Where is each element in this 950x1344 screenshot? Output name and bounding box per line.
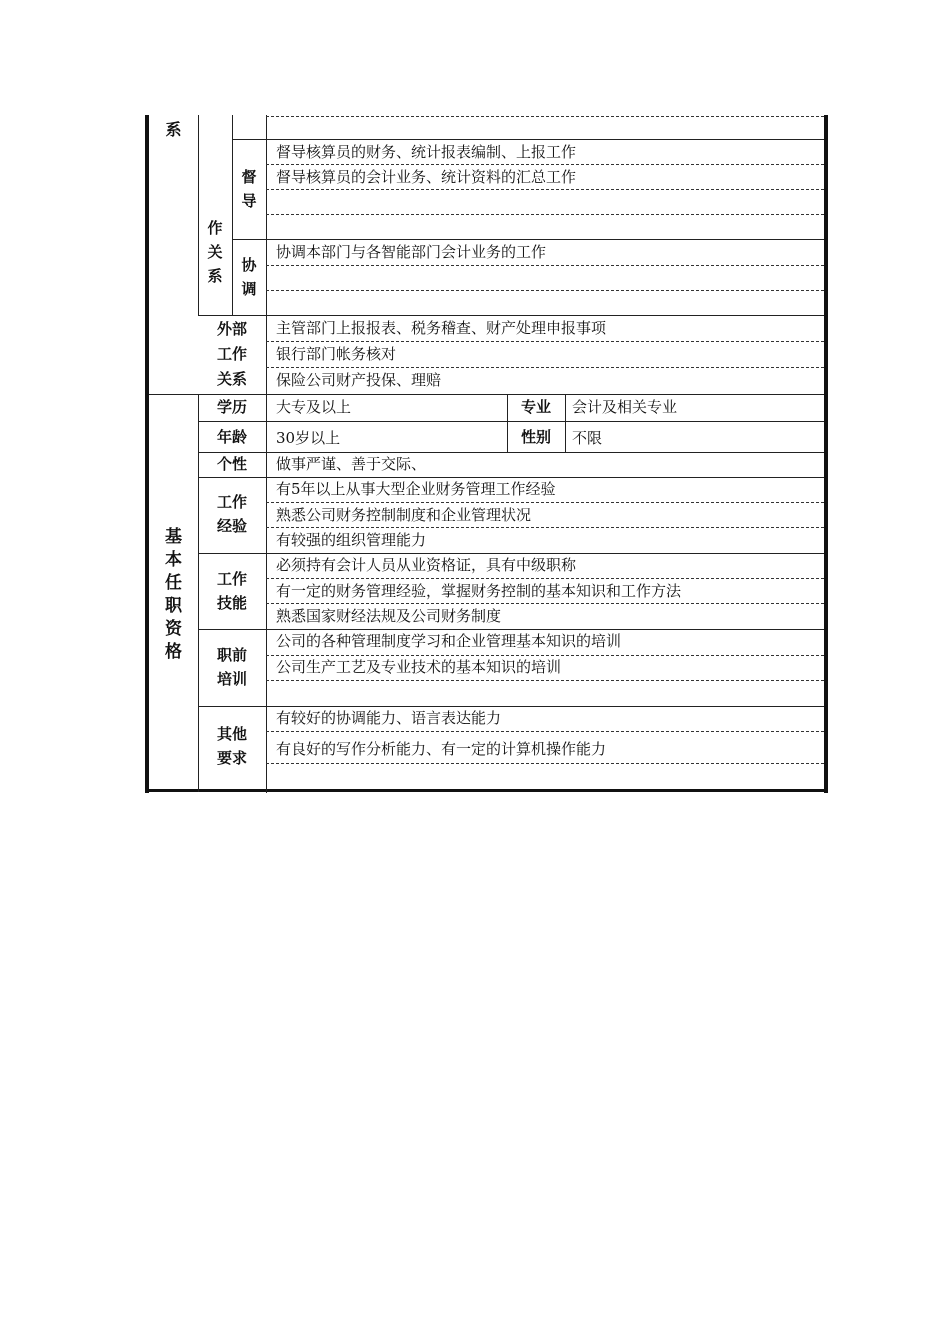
dashed-line — [266, 189, 824, 190]
dashed-line — [266, 164, 824, 165]
dashed-line — [266, 214, 824, 215]
dashed-line — [266, 502, 824, 503]
personality-label: 个性 — [216, 455, 247, 473]
personality-value: 做事严谨、善于交际、 — [276, 455, 427, 473]
training-item: 公司生产工艺及专业技术的基本知识的培训 — [276, 658, 562, 676]
skills-item: 有一定的财务管理经验，掌握财务控制的基本知识和工作方法 — [276, 582, 682, 600]
experience-label: 工作 经验 — [216, 493, 247, 535]
row-line — [198, 452, 824, 453]
coordinate-item: 协调本部门与各智能部门会计业务的工作 — [276, 243, 547, 261]
age-label: 年龄 — [216, 428, 247, 446]
row-line — [198, 553, 824, 554]
dashed-line — [266, 116, 824, 117]
table-bottom-border — [145, 789, 828, 792]
external-relation-label: 外部 工作 关系 — [216, 320, 247, 388]
external-item: 保险公司财产投保、理赔 — [276, 371, 442, 389]
col-divider-5 — [565, 394, 566, 452]
dashed-line — [266, 763, 824, 764]
dashed-line — [266, 578, 824, 579]
supervise-label: 督 导 — [241, 168, 257, 210]
dashed-line — [266, 290, 824, 291]
major-label: 专业 — [520, 398, 551, 416]
row-line — [232, 139, 824, 140]
row-line — [198, 477, 824, 478]
row-line — [198, 629, 824, 630]
skills-item: 熟悉国家财经法规及公司财务制度 — [276, 607, 502, 625]
section-label-relations: 系 — [165, 120, 182, 139]
skills-item: 必须持有会计人员从业资格证，具有中级职称 — [276, 556, 577, 574]
supervise-item: 督导核算员的财务、统计报表编制、上报工作 — [276, 143, 577, 161]
table-right-border — [824, 115, 828, 793]
supervise-item: 督导核算员的会计业务、统计资料的汇总工作 — [276, 168, 577, 186]
col-divider-3 — [266, 115, 267, 793]
dashed-line — [266, 731, 824, 732]
dashed-line — [266, 341, 824, 342]
section-label-qualifications: 基 本 任 职 资 格 — [165, 527, 182, 662]
row-line — [232, 239, 824, 240]
external-item: 主管部门上报报表、税务稽查、财产处理申报事项 — [276, 319, 607, 337]
row-line — [198, 421, 824, 422]
experience-item: 有较强的组织管理能力 — [276, 531, 427, 549]
gender-label: 性别 — [520, 428, 551, 446]
major-value: 会计及相关专业 — [572, 398, 678, 416]
training-label: 职前 培训 — [216, 646, 247, 688]
row-line — [198, 315, 824, 316]
dashed-line — [266, 265, 824, 266]
dashed-line — [266, 527, 824, 528]
dashed-line — [266, 367, 824, 368]
other-requirements-label: 其他 要求 — [216, 725, 247, 767]
age-value: 30岁以上 — [276, 429, 341, 447]
row-line — [198, 706, 824, 707]
other-item: 有较好的协调能力、语言表达能力 — [276, 709, 502, 727]
gender-value: 不限 — [572, 429, 603, 447]
education-label: 学历 — [216, 398, 247, 416]
training-item: 公司的各种管理制度学习和企业管理基本知识的培训 — [276, 632, 622, 650]
dashed-line — [266, 603, 824, 604]
experience-item: 熟悉公司财务控制制度和企业管理状况 — [276, 506, 532, 524]
work-relation-label: 作 关 系 — [207, 219, 223, 285]
external-item: 银行部门帐务核对 — [276, 345, 397, 363]
dashed-line — [266, 655, 824, 656]
other-item: 有良好的写作分析能力、有一定的计算机操作能力 — [276, 740, 607, 758]
experience-item: 有5年以上从事大型企业财务管理工作经验 — [276, 480, 556, 498]
table-left-border — [145, 115, 149, 793]
coordinate-label: 协 调 — [241, 256, 257, 298]
dashed-line — [266, 680, 824, 681]
education-value: 大专及以上 — [276, 398, 352, 416]
skills-label: 工作 技能 — [216, 570, 247, 612]
